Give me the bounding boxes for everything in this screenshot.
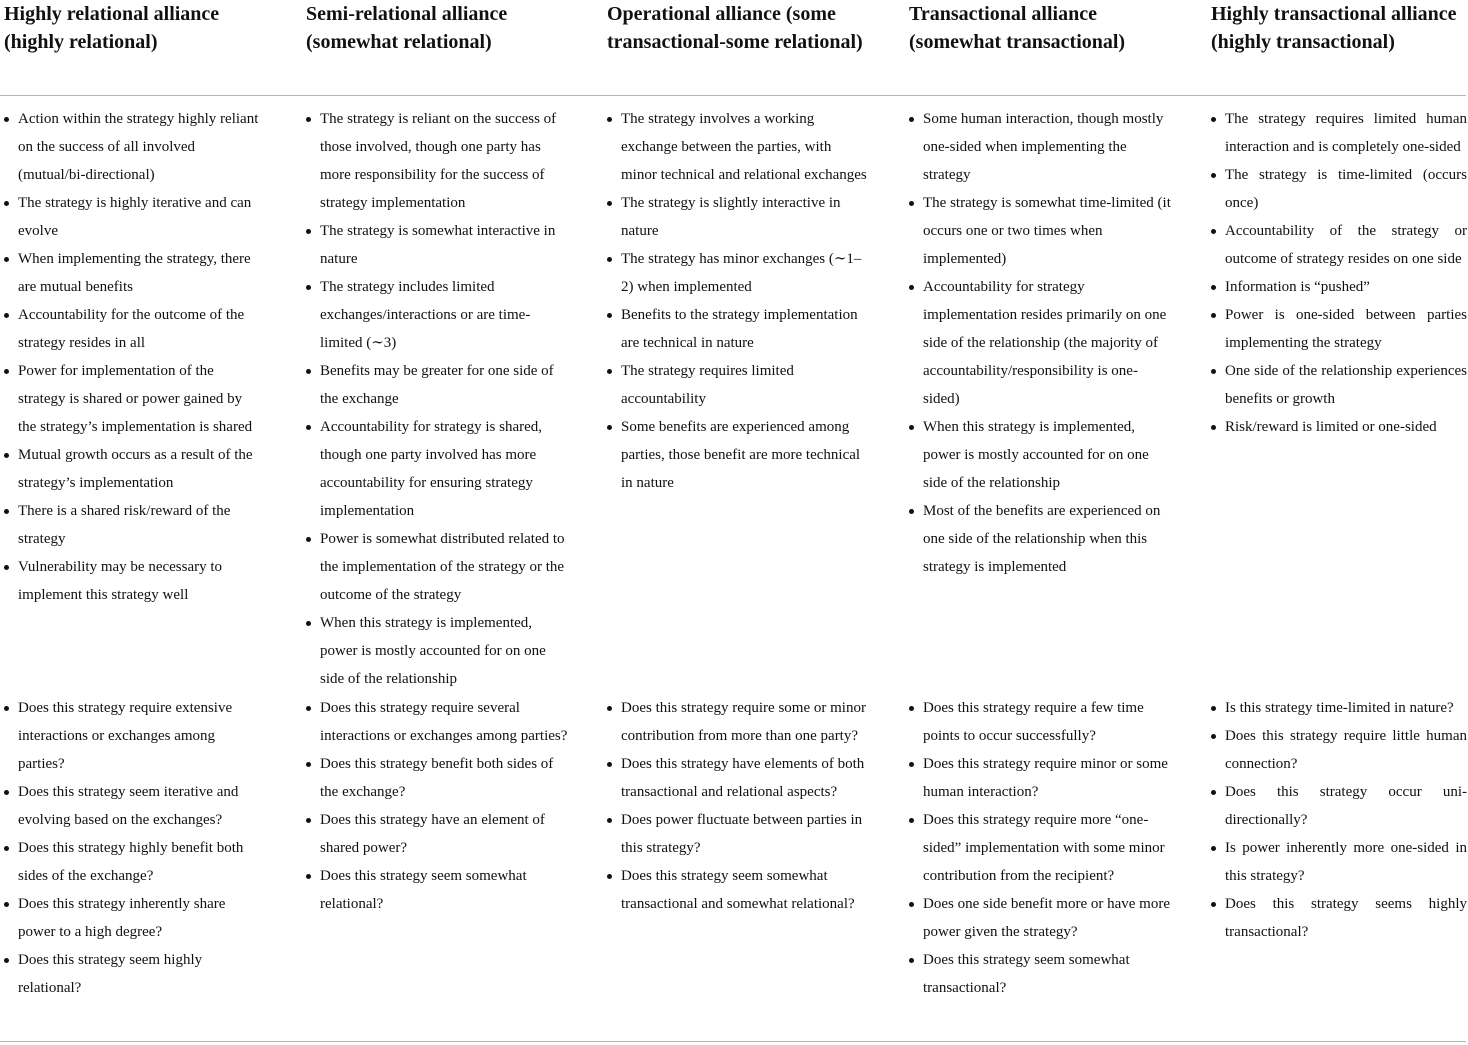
list-item: The strategy is slightly interactive in nature (607, 189, 869, 245)
list-item: Does this strategy have elements of both transactional and relational aspects? (607, 750, 869, 806)
bullet-icon (4, 117, 9, 122)
bullet-icon (909, 201, 914, 206)
list-item: Does this strategy highly benefit both sides of the exchange? (4, 834, 262, 890)
bullet-icon (607, 818, 612, 823)
list-item: There is a shared risk/reward of the strategy (4, 497, 262, 553)
bullet-icon (1211, 902, 1216, 907)
list-item: Risk/reward is limited or one-sided (1211, 413, 1467, 441)
list-item: Mutual growth occurs as a result of the strategy’s implementation (4, 441, 262, 497)
questions-list (607, 694, 869, 918)
list-item: Does this strategy occur uni-directionally? (1211, 778, 1467, 834)
bullet-icon (1211, 425, 1216, 430)
bullet-icon (1211, 173, 1216, 178)
list-item: The strategy is somewhat interactive in nature (306, 217, 568, 273)
bullet-icon (1211, 117, 1216, 122)
list-item: Information is “pushed” (1211, 273, 1467, 301)
list-item: Accountability for strategy implementation resides primarily on one side of the relationship (the majority of accountability/responsibility is one-sided) (909, 273, 1171, 413)
bullet-icon (909, 958, 914, 963)
list-item: Does this strategy inherently share power to a high degree? (4, 890, 262, 946)
bullet-icon (306, 706, 311, 711)
characteristics-list (4, 105, 262, 609)
bullet-icon (4, 313, 9, 318)
bullet-icon (306, 818, 311, 823)
bullet-icon (1211, 313, 1216, 318)
questions-list (4, 694, 262, 1002)
list-item: Does power fluctuate between parties in this strategy? (607, 806, 869, 862)
bullet-icon (306, 285, 311, 290)
bullet-icon (306, 874, 311, 879)
list-item: Does one side benefit more or have more power given the strategy? (909, 890, 1171, 946)
column-header: Operational alliance (some transactional-some relational) (607, 3, 863, 53)
bullet-icon (1211, 846, 1216, 851)
bullet-icon (4, 790, 9, 795)
bullet-icon (607, 313, 612, 318)
bullet-icon (306, 762, 311, 767)
bullet-icon (306, 369, 311, 374)
bullet-icon (306, 229, 311, 234)
list-item: The strategy involves a working exchange between the parties, with minor technical and relational exchanges (607, 105, 869, 189)
bullet-icon (909, 285, 914, 290)
bullet-icon (4, 257, 9, 262)
bullet-icon (607, 257, 612, 262)
bullet-icon (607, 201, 612, 206)
questions-list (1211, 694, 1467, 946)
list-item: The strategy is time-limited (occurs once) (1211, 161, 1467, 217)
list-item: When this strategy is implemented, power is mostly accounted for on one side of the relationship (306, 609, 568, 693)
bullet-icon (4, 453, 9, 458)
characteristics-list (306, 105, 568, 693)
list-item: The strategy requires limited accountability (607, 357, 869, 413)
column-header: Highly transactional alliance (highly transactional) (1211, 3, 1457, 53)
list-item: Does this strategy require little human connection? (1211, 722, 1467, 778)
bullet-icon (607, 369, 612, 374)
list-item: Does this strategy require a few time points to occur successfully? (909, 694, 1171, 750)
list-item: Power is one-sided between parties implementing the strategy (1211, 301, 1467, 357)
list-item: Does this strategy require minor or some human interaction? (909, 750, 1171, 806)
characteristics-list (1211, 105, 1467, 441)
list-item: Does this strategy seem somewhat transactional? (909, 946, 1171, 1002)
list-item: Does this strategy require some or minor contribution from more than one party? (607, 694, 869, 750)
list-item: Does this strategy require several interactions or exchanges among parties? (306, 694, 568, 750)
bullet-icon (306, 537, 311, 542)
list-item: Does this strategy require more “one-sided” implementation with some minor contribution from the recipient? (909, 806, 1171, 890)
bullet-icon (909, 762, 914, 767)
list-item: Does this strategy have an element of shared power? (306, 806, 568, 862)
bullet-icon (607, 762, 612, 767)
bullet-icon (909, 425, 914, 430)
bullet-icon (1211, 790, 1216, 795)
bullet-icon (4, 201, 9, 206)
list-item: The strategy has minor exchanges (∼1–2) when implemented (607, 245, 869, 301)
bullet-icon (4, 706, 9, 711)
list-item: Accountability for strategy is shared, though one party involved has more accountability for ensuring strategy implementation (306, 413, 568, 525)
bullet-icon (4, 565, 9, 570)
list-item: Does this strategy seem highly relational? (4, 946, 262, 1002)
list-item: Most of the benefits are experienced on one side of the relationship when this strategy is implemented (909, 497, 1171, 581)
bullet-icon (1211, 734, 1216, 739)
list-item: Power for implementation of the strategy is shared or power gained by the strategy’s implementation is shared (4, 357, 262, 441)
list-item: Power is somewhat distributed related to the implementation of the strategy or the outcome of the strategy (306, 525, 568, 609)
bullet-icon (1211, 369, 1216, 374)
bullet-icon (607, 706, 612, 711)
list-item: One side of the relationship experiences benefits or growth (1211, 357, 1467, 413)
list-item: Does this strategy seem iterative and evolving based on the exchanges? (4, 778, 262, 834)
list-item: Benefits may be greater for one side of the exchange (306, 357, 568, 413)
bullet-icon (1211, 285, 1216, 290)
list-item: Vulnerability may be necessary to implement this strategy well (4, 553, 262, 609)
list-item: The strategy requires limited human interaction and is completely one-sided (1211, 105, 1467, 161)
list-item: When this strategy is implemented, power is mostly accounted for on one side of the relationship (909, 413, 1171, 497)
bullet-icon (909, 706, 914, 711)
bullet-icon (607, 117, 612, 122)
bullet-icon (4, 509, 9, 514)
bullet-icon (1211, 229, 1216, 234)
column-header: Semi-relational alliance (somewhat relational) (306, 3, 508, 53)
list-item: When implementing the strategy, there are mutual benefits (4, 245, 262, 301)
bullet-icon (4, 369, 9, 374)
bullet-icon (4, 902, 9, 907)
characteristics-list (607, 105, 869, 497)
bullet-icon (306, 621, 311, 626)
list-item: Some human interaction, though mostly one-sided when implementing the strategy (909, 105, 1171, 189)
list-item: Accountability of the strategy or outcome of strategy resides on one side (1211, 217, 1467, 273)
list-item: Benefits to the strategy implementation are technical in nature (607, 301, 869, 357)
bullet-icon (909, 902, 914, 907)
list-item: Accountability for the outcome of the strategy resides in all (4, 301, 262, 357)
list-item: Is power inherently more one-sided in this strategy? (1211, 834, 1467, 890)
list-item: The strategy is highly iterative and can evolve (4, 189, 262, 245)
questions-list (306, 694, 568, 918)
list-item: Does this strategy seem somewhat relational? (306, 862, 568, 918)
questions-list (909, 694, 1171, 1002)
list-item: Action within the strategy highly reliant on the success of all involved (mutual/bi-directional) (4, 105, 262, 189)
list-item: Is this strategy time-limited in nature? (1211, 694, 1467, 722)
bullet-icon (4, 958, 9, 963)
list-item: The strategy includes limited exchanges/interactions or are time-limited (∼3) (306, 273, 568, 357)
bullet-icon (306, 425, 311, 430)
list-item: Does this strategy seem somewhat transactional and somewhat relational? (607, 862, 869, 918)
list-item: Does this strategy seems highly transactional? (1211, 890, 1467, 946)
bullet-icon (607, 874, 612, 879)
bullet-icon (1211, 706, 1216, 711)
list-item: The strategy is somewhat time-limited (it occurs one or two times when implemented) (909, 189, 1171, 273)
list-item: The strategy is reliant on the success of those involved, though one party has more responsibility for the success of strategy implementation (306, 105, 568, 217)
bullet-icon (306, 117, 311, 122)
bullet-icon (909, 818, 914, 823)
bullet-icon (607, 425, 612, 430)
bullet-icon (909, 117, 914, 122)
list-item: Does this strategy require extensive interactions or exchanges among parties? (4, 694, 262, 778)
bullet-icon (4, 846, 9, 851)
header-divider (0, 95, 1466, 96)
characteristics-list (909, 105, 1171, 581)
column-header: Highly relational alliance (highly relational) (4, 3, 220, 53)
list-item: Does this strategy benefit both sides of the exchange? (306, 750, 568, 806)
bullet-icon (909, 509, 914, 514)
table-bottom-rule (0, 1041, 1466, 1042)
column-header: Transactional alliance (somewhat transactional) (909, 3, 1126, 53)
list-item: Some benefits are experienced among parties, those benefit are more technical in nature (607, 413, 869, 497)
